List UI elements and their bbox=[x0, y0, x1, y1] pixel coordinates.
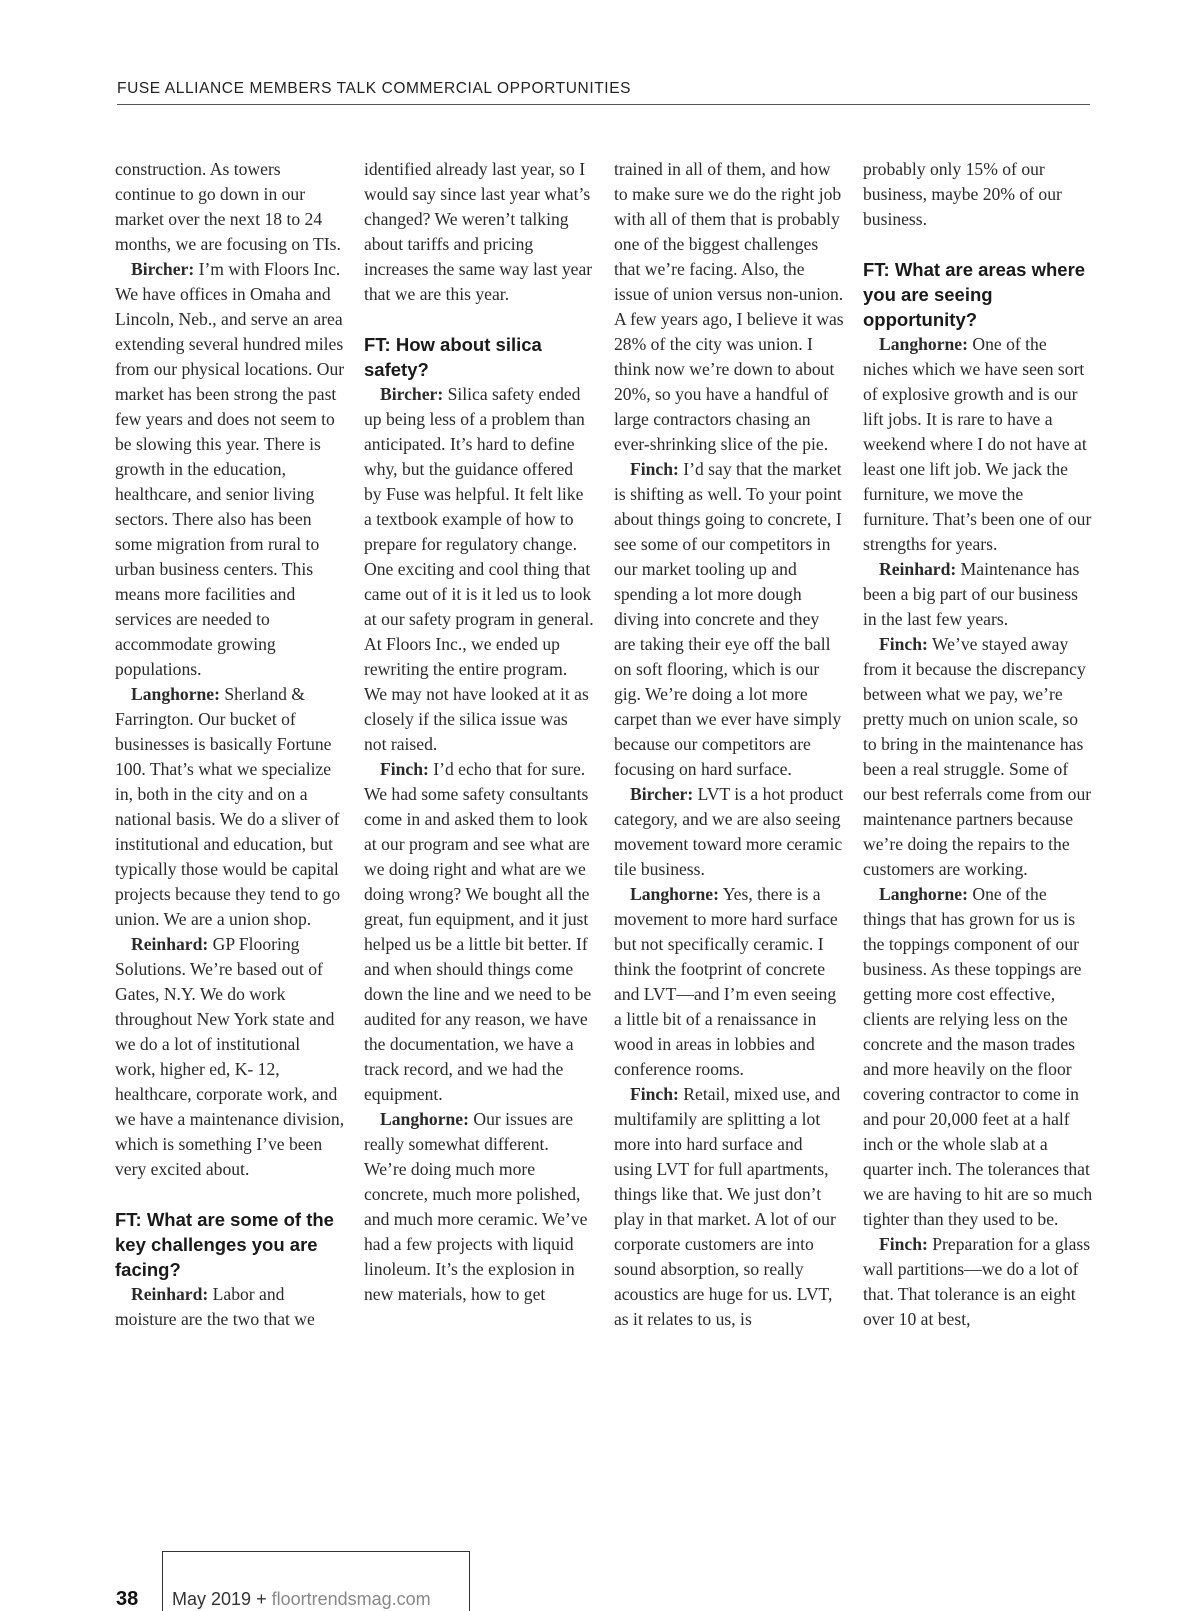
paragraph-text: Silica safety ended up being less of a problem than anticipated. It’s hard to define why, but the guidance offered by Fuse was helpful. It felt like a textbook example of how to prepare for regulatory change. One exciting and cool thing that came out of it is it led us to look at our safety program in general. At Floors Inc., we ended up rewriting the entire program. We may not have looked at it as closely if the silica issue was not raised. bbox=[364, 384, 594, 754]
speaker-name: Reinhard: bbox=[879, 559, 957, 579]
paragraph bbox=[364, 1107, 594, 1307]
paragraph bbox=[863, 332, 1093, 557]
speaker-name: Finch: bbox=[630, 459, 679, 479]
article-column-4 bbox=[863, 157, 1093, 1332]
section-heading: FT: What are some of the key challenges you are facing? bbox=[115, 1209, 334, 1280]
paragraph-text: One of the things that has grown for us is the toppings component of our business. As these toppings are getting more cost effective, clients are relying less on the concrete and the mason trades and more heavily on the floor covering contractor to come in and pour 20,000 feet at a half inch or the whole slab at a quarter inch. The tolerances that we are having to hit are so much tighter than they used to be. bbox=[863, 884, 1093, 1229]
issue-date: May 2019 bbox=[172, 1589, 252, 1609]
paragraph bbox=[863, 557, 1093, 632]
speaker-name: Bircher: bbox=[380, 384, 444, 404]
section-heading: FT: What are areas where you are seeing opportunity? bbox=[863, 259, 1086, 330]
paragraph-text: I’d echo that for sure. We had some safety consultants come in and asked them to look at our program and see what are we doing right and what are we doing wrong? We bought all the great, fun equipment, and it just helped us be a little bit better. If and when should things come down the line and we need to be audited for any reason, we have the documentation, we have a track record, and we had the equipment. bbox=[364, 759, 592, 1104]
speaker-name: Finch: bbox=[879, 1234, 928, 1254]
paragraph: construction. As towers continue to go down in our market over the next 18 to 24 months, we are focusing on TIs. bbox=[115, 159, 341, 254]
speaker-name: Finch: bbox=[380, 759, 429, 779]
paragraph: probably only 15% of our business, maybe 20% of our business. bbox=[863, 159, 1062, 229]
paragraph bbox=[115, 682, 345, 932]
speaker-name: Langhorne: bbox=[131, 684, 220, 704]
paragraph bbox=[614, 1082, 844, 1332]
paragraph-text: I’m with Floors Inc. We have offices in Omaha and Lincoln, Neb., and serve an area extending several hundred miles from our physical locations. Our market has been strong the past few years and does not seem to be slowing this year. There is growth in the education, healthcare, and senior living sectors. There also has been some migration from rural to urban business centers. This means more facilities and services are needed to accommodate growing populations. bbox=[115, 259, 345, 679]
footer-separator: + bbox=[256, 1589, 267, 1609]
paragraph bbox=[614, 882, 844, 1082]
paragraph-text: We’ve stayed away from it because the discrepancy between what we pay, we’re pretty much on union scale, so to bring in the maintenance has been a real struggle. Some of our best referrals come from our maintenance partners because we’re doing the repairs to the customers are working. bbox=[863, 634, 1092, 879]
paragraph: trained in all of them, and how to make sure we do the right job with all of them that is probably one of the biggest challenges that we’re facing. Also, the issue of union versus non-union. A few years ago, I believe it was 28% of the city was union. I think now we’re down to about 20%, so you have a handful of large contractors chasing an ever-shrinking slice of the pie. bbox=[614, 159, 844, 454]
speaker-name: Finch: bbox=[879, 634, 928, 654]
paragraph-text: Yes, there is a movement to more hard surface but not specifically ceramic. I think the footprint of concrete and LVT—and I’m even seeing a little bit of a renaissance in wood in areas in lobbies and conference rooms. bbox=[614, 884, 838, 1079]
speaker-name: Langhorne: bbox=[879, 884, 968, 904]
speaker-name: Langhorne: bbox=[380, 1109, 469, 1129]
paragraph bbox=[863, 632, 1093, 882]
paragraph bbox=[614, 457, 844, 782]
paragraph-text: Sherland & Farrington. Our bucket of businesses is basically Fortune 100. That’s what we specialize in, both in the city and on a national basis. We do a sliver of institutional and education, but typically those would be capital projects because they tend to go union. We are a union shop. bbox=[115, 684, 341, 929]
article-column-3 bbox=[614, 157, 844, 1332]
speaker-name: Langhorne: bbox=[630, 884, 719, 904]
paragraph bbox=[364, 382, 594, 757]
speaker-name: Finch: bbox=[630, 1084, 679, 1104]
article-column-1 bbox=[115, 157, 345, 1332]
paragraph-text: Maintenance has been a big part of our business in the last few years. bbox=[863, 559, 1080, 629]
paragraph bbox=[364, 757, 594, 1107]
speaker-name: Bircher: bbox=[630, 784, 694, 804]
article-column-2 bbox=[364, 157, 594, 1307]
website-link[interactable]: floortrendsmag.com bbox=[271, 1589, 431, 1609]
section-heading: FT: How about silica safety? bbox=[364, 334, 542, 380]
paragraph-text: LVT is a hot product category, and we are also seeing movement toward more ceramic tile business. bbox=[614, 784, 844, 879]
paragraph bbox=[614, 782, 844, 882]
paragraph bbox=[115, 932, 345, 1182]
speaker-name: Reinhard: bbox=[131, 934, 209, 954]
paragraph-text: Preparation for a glass wall partitions—we do a lot of that. That tolerance is an eight over 10 at best, bbox=[863, 1234, 1091, 1329]
running-header: FUSE ALLIANCE MEMBERS TALK COMMERCIAL OPPORTUNITIES bbox=[117, 80, 1090, 105]
paragraph bbox=[863, 882, 1093, 1232]
paragraph bbox=[863, 1232, 1093, 1332]
paragraph-text: One of the niches which we have seen sort of explosive growth and is our lift jobs. It is rare to have a weekend where I do not have at least one lift job. We jack the furniture, we move the furniture. That’s been one of our strengths for years. bbox=[863, 334, 1092, 554]
paragraph: identified already last year, so I would say since last year what’s changed? We weren’t talking about tariffs and pricing increases the same way last year that we are this year. bbox=[364, 159, 593, 304]
page-number: 38 bbox=[116, 1588, 139, 1610]
paragraph bbox=[115, 257, 345, 682]
speaker-name: Reinhard: bbox=[131, 1284, 209, 1304]
paragraph-text: GP Flooring Solutions. We’re based out of Gates, N.Y. We do work throughout New York state and we do a lot of institutional work, higher ed, K- 12, healthcare, corporate work, and we have a maintenance division, which is something I’ve been very excited about. bbox=[115, 934, 345, 1179]
footer-folio bbox=[172, 1589, 431, 1610]
paragraph-text: Retail, mixed use, and multifamily are splitting a lot more into hard surface and using LVT for full apartments, things like that. We just don’t play in that market. A lot of our corporate customers are into sound absorption, so really acoustics are huge for us. LVT, as it relates to us, is bbox=[614, 1084, 841, 1329]
paragraph-text: I’d say that the market is shifting as well. To your point about things going to concrete, I see some of our competitors in our market tooling up and spending a lot more dough diving into concrete and they are taking their eye off the ball on soft flooring, which is our gig. We’re doing a lot more carpet than we ever have simply because our competitors are focusing on hard surface. bbox=[614, 459, 842, 779]
paragraph-text: Our issues are really somewhat different. We’re doing much more concrete, much more polished, and much more ceramic. We’ve had a few projects with liquid linoleum. It’s the explosion in new materials, how to get bbox=[364, 1109, 588, 1304]
paragraph bbox=[115, 1282, 345, 1332]
paragraph-text: Labor and moisture are the two that we bbox=[115, 1284, 315, 1329]
speaker-name: Langhorne: bbox=[879, 334, 968, 354]
speaker-name: Bircher: bbox=[131, 259, 195, 279]
